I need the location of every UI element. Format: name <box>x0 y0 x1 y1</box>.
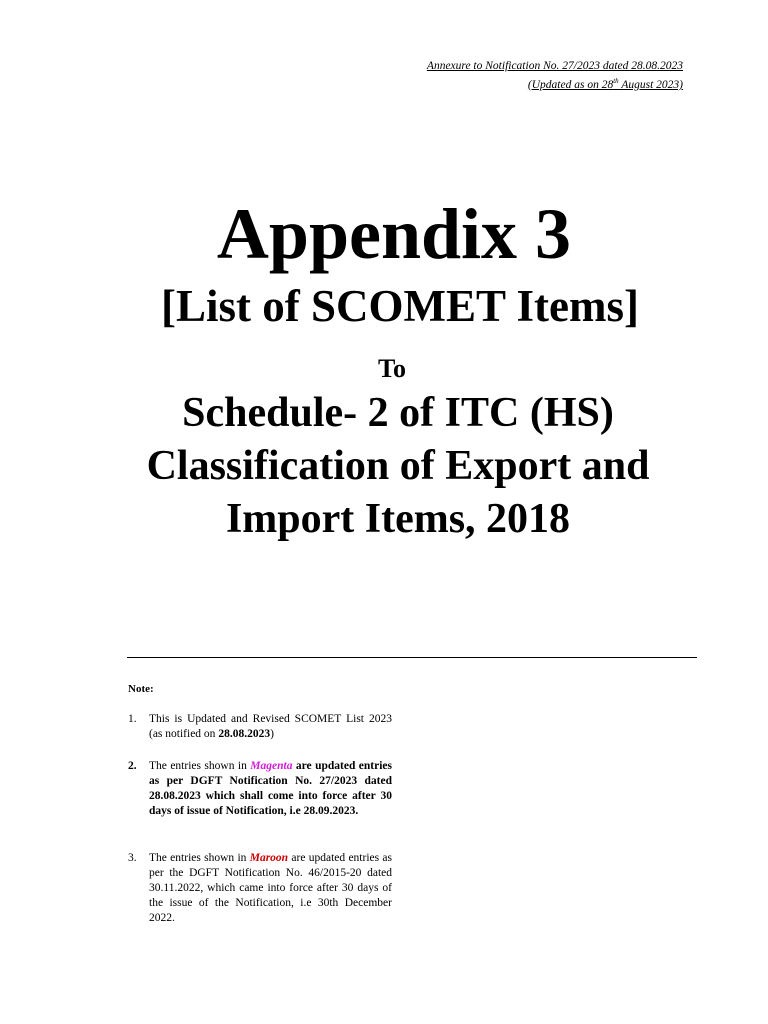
magenta-highlight: Magenta <box>250 760 293 772</box>
updated-date-line <box>528 76 683 94</box>
note-text-rest: are updated entries as per the DGFT Notification No. 46/2015-20 dated 30.11.2022, which came into force after 30 days of the issue of the Notification, i.e 30th December 2022. <box>149 852 392 924</box>
note-text-end: ) <box>270 728 274 740</box>
horizontal-rule <box>127 657 697 658</box>
note-item-1 <box>128 712 392 742</box>
schedule-line-3: Import Items, 2018 <box>225 496 571 542</box>
note-number: 3. <box>128 852 137 864</box>
maroon-highlight: Maroon <box>249 852 289 864</box>
updated-sup: th <box>613 77 619 86</box>
note-item-3 <box>128 851 392 926</box>
annexure-reference <box>427 57 683 75</box>
to-label: To <box>378 354 406 383</box>
note-body <box>149 851 392 926</box>
schedule-title <box>14 387 768 546</box>
note-number: 2. <box>128 760 137 772</box>
updated-prefix: (Updated as on 28 <box>527 79 614 91</box>
schedule-line-1: Schedule- 2 of ITC (HS) <box>182 390 614 436</box>
note-date: 28.08.2023 <box>218 728 271 740</box>
document-subtitle: [List of SCOMET Items] <box>161 281 639 331</box>
note-text-bold: are updated entries as per DGFT Notification No. 27/2023 dated 28.08.2023 which shall come into force after 30 days of issue of Notification, i.e 28.09.2023. <box>149 760 392 817</box>
note-text: The entries shown in <box>149 852 250 864</box>
note-label: Note: <box>128 683 154 695</box>
note-item-2 <box>128 759 392 819</box>
note-body <box>149 759 392 819</box>
note-number: 1. <box>128 713 137 725</box>
document-title: Appendix 3 <box>216 194 572 274</box>
note-text: This is Updated and Revised SCOMET List 2023 (as notified on <box>149 713 392 740</box>
note-text: The entries shown in <box>149 760 251 772</box>
note-body <box>149 712 392 742</box>
updated-suffix: August 2023) <box>618 79 683 91</box>
schedule-line-2: Classification of Export and <box>146 443 650 489</box>
updated-date-text <box>528 79 683 91</box>
annexure-text: Annexure to Notification No. 27/2023 dated 28.08.2023 <box>426 60 683 72</box>
